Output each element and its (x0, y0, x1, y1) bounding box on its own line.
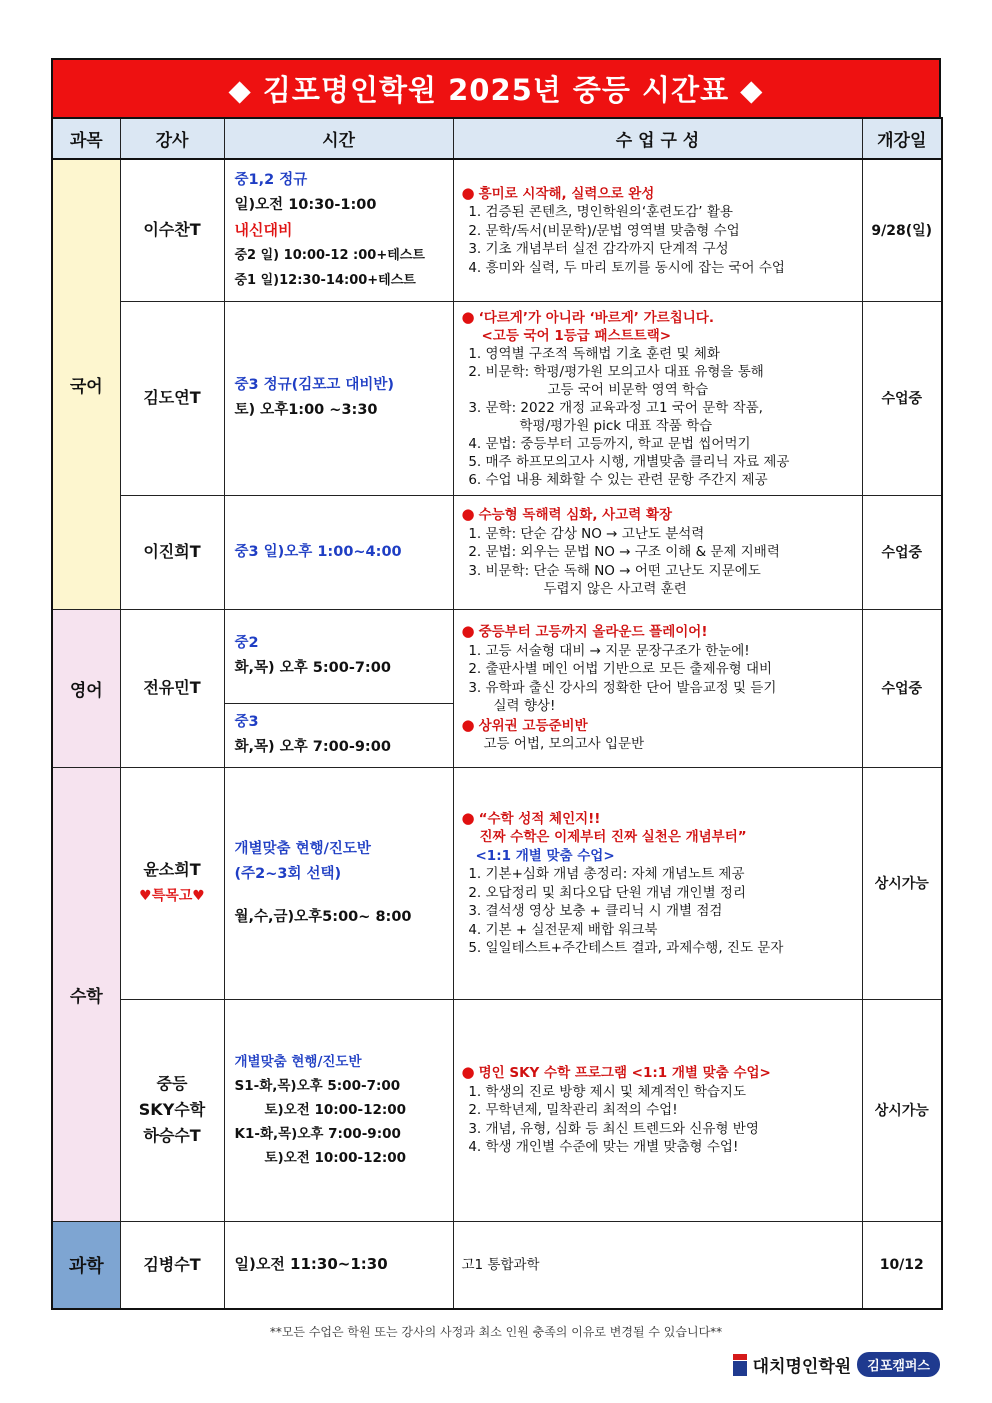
teacher-name (120, 999, 224, 1221)
table-row (52, 609, 942, 703)
content-head: 명인 SKY 수학 프로그램 <1:1 개별 맞춤 수업> (478, 1065, 771, 1082)
list-item-cont: 실력 향상! (493, 698, 556, 715)
teacher-name (120, 767, 224, 999)
header-teacher: 강사 (120, 118, 224, 159)
teacher-line: 중등 (156, 1074, 188, 1093)
start-date: 수업중 (862, 301, 942, 495)
time-line: 중3 정규(김포고 대비반) (234, 377, 395, 393)
list-item: 1. 문학: 단순 감상 NO → 고난도 분석력 (486, 525, 854, 544)
heart-icon: ♥ (192, 888, 205, 904)
teacher-tag (121, 883, 224, 909)
class-content (453, 159, 862, 301)
list-item-cont: 고등 국어 비문학 영역 학습 (547, 381, 709, 398)
teacher-name: 김병수T (120, 1221, 224, 1309)
logo-name: 대치명인학원 (752, 1357, 852, 1377)
list-item: 4. 학생 개인별 수준에 맞는 개별 맞춤형 수업! (486, 1138, 854, 1157)
time-line: 일)오전 10:30-1:00 (234, 196, 377, 213)
academy-logo (733, 1352, 940, 1377)
list-item: 2. 오답정리 및 최다오답 단원 개념 개인별 정리 (486, 884, 854, 903)
start-date: 9/28(일) (862, 159, 942, 301)
header-start: 개강일 (862, 118, 942, 159)
teacher-line: 하승수T (143, 1126, 201, 1145)
class-time (224, 159, 453, 301)
list-item: 2. 문법: 외우는 문법 NO → 구조 이해 & 문제 지배력 (486, 543, 854, 562)
teacher-name: 전유민T (120, 609, 224, 767)
time-line: 중2 (234, 635, 259, 651)
list-item-cont: 학평/평가원 pick 대표 작품 학습 (519, 417, 713, 434)
time-line: 중3 (234, 714, 259, 730)
list-item-text: 비문학: 단순 독해 NO → 어떤 고난도 지문에도 (485, 562, 761, 579)
list-item: 1. 검증된 콘텐츠, 명인학원의‘훈련도감’ 활용 (486, 203, 854, 222)
list-item: 2. 무학년제, 밀착관리 최적의 수업! (486, 1101, 854, 1120)
campus-badge: 김포캠퍼스 (857, 1352, 940, 1377)
content-head-b: 진짜 수학은 이제부터 진짜 실천은 개념부터” (479, 829, 747, 845)
list-item: 3. 기초 개념부터 실전 감각까지 단계적 구성 (486, 240, 854, 259)
table-row (52, 159, 942, 301)
class-content (453, 495, 862, 609)
subject-science: 과학 (52, 1221, 120, 1309)
start-date: 수업중 (862, 495, 942, 609)
timetable-sheet (51, 58, 941, 1310)
table-row (52, 767, 942, 999)
class-content (453, 999, 862, 1221)
header-time: 시간 (224, 118, 453, 159)
start-date: 10/12 (862, 1221, 942, 1309)
page-title: ◆ 김포명인학원 2025년 중등 시간표 ◆ (51, 58, 941, 117)
list-item: 4. 기본 + 실전문제 배합 워크북 (486, 921, 854, 940)
start-date: 상시가능 (862, 767, 942, 999)
header-subject: 과목 (52, 118, 120, 159)
list-item: 6. 수업 내용 체화할 수 있는 관련 문항 주간지 제공 (486, 471, 854, 489)
time-line: 중1 일)12:30-14:00+테스트 (234, 272, 416, 288)
list-item (486, 679, 854, 716)
list-item: 1. 기본+심화 개념 총정리: 자체 개념노트 제공 (486, 865, 854, 884)
content-head: ‘다르게’가 아니라 ‘바르게’ 가르칩니다. (478, 309, 714, 326)
teacher-line: 윤소희T (143, 860, 201, 879)
bullet-dot-icon: ● (461, 183, 475, 202)
list-item: 3. 개념, 유형, 심화 등 최신 트렌드와 신유형 반영 (486, 1120, 854, 1139)
time-line: 내신대비 (234, 220, 293, 239)
list-item-text: 유학파 출신 강사의 정확한 단어 발음교정 및 듣기 (485, 679, 777, 696)
teacher-name: 이수찬T (120, 159, 224, 301)
subject-english: 영어 (52, 609, 120, 767)
list-item: 5. 일일테스트+주간테스트 결과, 과제수행, 진도 문자 (486, 939, 854, 958)
subject-korean: 국어 (52, 159, 120, 609)
time-line: (주2~3회 선택) (234, 865, 342, 882)
bullet-dot-icon: ● (461, 808, 475, 827)
list-item: 2. 출판사별 메인 어법 기반으로 모든 출제유형 대비 (486, 660, 854, 679)
list-item: 4. 흥미와 실력, 두 마리 토끼를 동시에 잡는 국어 수업 (486, 259, 854, 278)
list-item: 2. 문학/독서(비문학)/문법 영역별 맞춤형 수업 (486, 222, 854, 241)
content-head: “수학 성적 체인지!! (478, 810, 601, 827)
list-item: 1. 학생의 진로 방향 제시 및 체계적인 학습지도 (486, 1083, 854, 1102)
bullet-dot-icon: ● (461, 1063, 475, 1082)
content-head: 상위권 고등준비반 (478, 717, 588, 734)
time-line: 개별맞춤 현행/진도반 (234, 840, 371, 857)
table-row (52, 999, 942, 1221)
teacher-name: 이진희T (120, 495, 224, 609)
class-time (224, 495, 453, 609)
bullet-dot-icon: ● (461, 715, 475, 734)
teacher-line: SKY수학 (138, 1100, 206, 1119)
time-line: 화,목) 오후 5:00-7:00 (234, 660, 391, 676)
bullet-dot-icon: ● (461, 622, 475, 641)
footnote: **모든 수업은 학원 또는 강사의 사정과 최소 인원 충족의 이유로 변경될 수 있습니다** (269, 1325, 723, 1339)
bullet-dot-icon: ● (461, 307, 475, 326)
content-head: 수능형 독해력 심화, 사고력 확장 (478, 507, 673, 524)
content-line: 고등 어법, 모의고사 입문반 (483, 736, 645, 753)
time-line: S1-화,목)오후 5:00-7:00 (234, 1078, 401, 1094)
list-item: 3. 결석생 영상 보충 + 클리닉 시 개별 점검 (486, 902, 854, 921)
list-item (486, 399, 854, 435)
content-subhead: <1:1 개별 맞춤 수업> (475, 847, 615, 864)
start-date: 상시가능 (862, 999, 942, 1221)
list-item (486, 363, 854, 399)
time-line: 토)오전 10:00-12:00 (264, 1102, 407, 1118)
class-content (453, 301, 862, 495)
class-content (453, 767, 862, 999)
class-time (224, 703, 453, 767)
class-time: 일)오전 11:30~1:30 (224, 1221, 453, 1309)
start-date: 수업중 (862, 609, 942, 767)
time-line: 월,수,금)오후5:00~ 8:00 (234, 908, 412, 925)
time-line: 개별맞춤 현행/진도반 (234, 1054, 362, 1070)
time-line: 토) 오후1:00 ~3:30 (234, 402, 378, 418)
header-content: 수 업 구 성 (453, 118, 862, 159)
content-subhead: <고등 국어 1등급 패스트트랙> (481, 327, 672, 344)
list-item (486, 562, 854, 599)
content-head: 중등부터 고등까지 올라운드 플레이어! (478, 624, 708, 641)
teacher-tag-text: 특목고 (151, 888, 193, 904)
content-head: 흥미로 시작해, 실력으로 완성 (478, 185, 655, 202)
table-row (52, 301, 942, 495)
time-line: 중3 일)오후 1:00~4:00 (234, 543, 402, 560)
time-line: K1-화,목)오후 7:00-9:00 (234, 1126, 401, 1142)
class-time (224, 609, 453, 703)
teacher-name: 김도연T (120, 301, 224, 495)
list-item: 5. 매주 하프모의고사 시행, 개별맞춤 클리닉 자료 제공 (486, 453, 854, 471)
table-row (52, 495, 942, 609)
class-content: 고1 통합과학 (453, 1221, 862, 1309)
class-time (224, 301, 453, 495)
list-item-cont: 두렵지 않은 사고력 훈련 (543, 581, 687, 598)
list-item: 1. 고등 서술형 대비 → 지문 문장구조가 한눈에! (486, 642, 854, 661)
class-time (224, 767, 453, 999)
heart-icon: ♥ (139, 888, 152, 904)
class-time (224, 999, 453, 1221)
subject-math: 수학 (52, 767, 120, 1221)
time-line: 중2 일) 10:00-12 :00+테스트 (234, 247, 425, 263)
time-line: 화,목) 오후 7:00-9:00 (234, 739, 391, 755)
time-line: 토)오전 10:00-12:00 (264, 1150, 407, 1166)
bullet-dot-icon: ● (461, 505, 475, 524)
header-row (52, 118, 942, 159)
logo-mark-icon (733, 1354, 747, 1376)
list-item-text: 비문학: 학평/평가원 모의고사 대표 유형을 통해 (485, 363, 764, 380)
list-item: 1. 영역별 구조적 독해법 기초 훈련 및 체화 (486, 345, 854, 363)
table-row (52, 1221, 942, 1309)
timetable (51, 117, 943, 1310)
time-line: 중1,2 정규 (234, 171, 308, 188)
class-content (453, 609, 862, 767)
list-item-text: 문학: 2022 개정 교육과정 고1 국어 문학 작품, (485, 399, 763, 416)
list-item: 4. 문법: 중등부터 고등까지, 학교 문법 씹어먹기 (486, 435, 854, 453)
